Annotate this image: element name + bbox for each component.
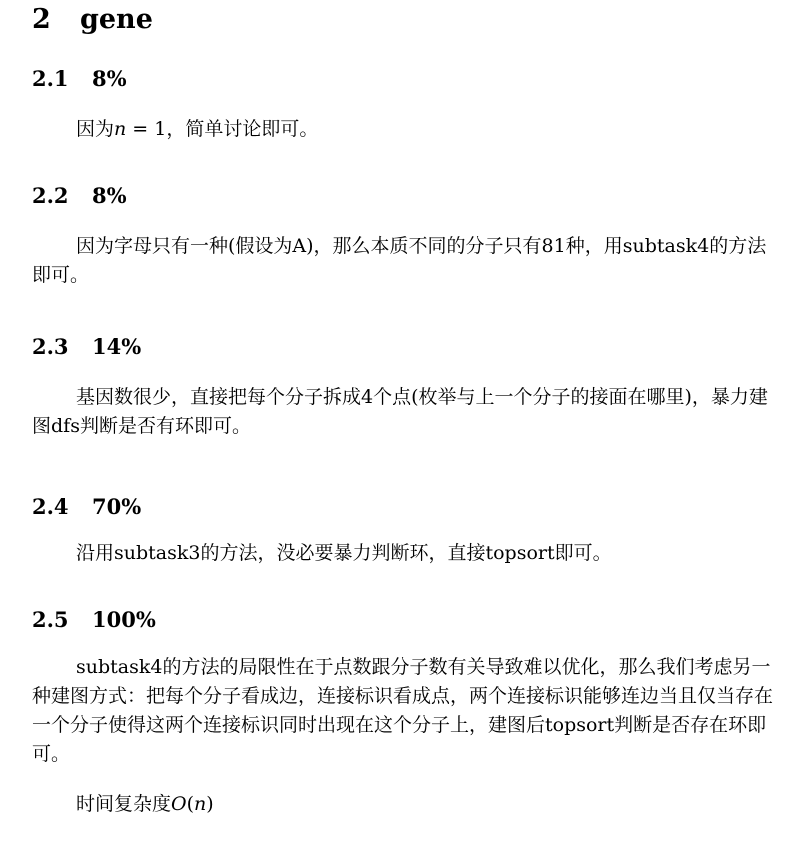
subsection-number: 2.2 [32, 183, 69, 208]
subsection-heading-2-5 [32, 607, 156, 632]
paragraph-complexity: 时间复杂度O(n) [76, 793, 214, 815]
subsection-heading-2-2 [32, 183, 127, 208]
section-heading [32, 4, 153, 35]
paragraph-2-4: 沿用subtask3的方法，没必要暴力判断环，直接topsort即可。 [76, 542, 612, 564]
subsection-heading-2-1 [32, 66, 127, 91]
subsection-number: 2.1 [32, 66, 69, 91]
paragraph-2-5: subtask4的方法的局限性在于点数跟分子数有关导致难以优化，那么我们考虑另一种建图方式：把每个分子看成边，连接标识看成点，两个连接标识能够连边当且仅当存在一个分子使得这两个连接标识同时出现在这个分子上，建图后topsort判断是否存在环即可。 [32, 656, 774, 765]
subsection-title: 100% [92, 607, 156, 632]
section-number: 2 [32, 4, 51, 35]
subsection-heading-2-3 [32, 334, 141, 359]
subsection-title: 8% [92, 183, 127, 208]
paragraph-2-2: 因为字母只有一种(假设为A)，那么本质不同的分子只有81种，用subtask4的方法即可。 [32, 235, 767, 286]
subsection-title: 8% [92, 66, 127, 91]
paragraph-2-3: 基因数很少，直接把每个分子拆成4个点(枚举与上一个分子的接面在哪里)，暴力建图dfs判断是否有环即可。 [32, 386, 768, 437]
subsection-heading-2-4 [32, 494, 141, 519]
math-var-n: n [194, 793, 207, 815]
subsection-number: 2.5 [32, 607, 69, 632]
subsection-number: 2.4 [32, 494, 69, 519]
math-var-O: O [171, 793, 187, 815]
subsection-number: 2.3 [32, 334, 69, 359]
paragraph-2-1: 因为n = 1，简单讨论即可。 [76, 118, 319, 140]
section-title: gene [80, 4, 153, 35]
subsection-title: 70% [92, 494, 142, 519]
subsection-title: 14% [92, 334, 142, 359]
math-var-n: n [114, 118, 127, 140]
